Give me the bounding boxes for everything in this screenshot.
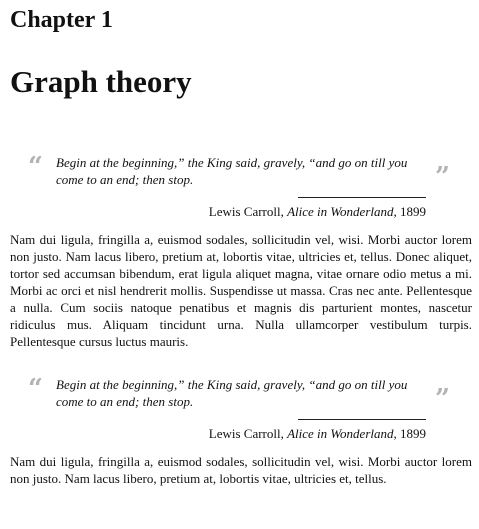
epigraph-author: Lewis Carroll, <box>208 426 288 441</box>
epigraph-year: , 1899 <box>393 426 426 441</box>
close-quote-icon: ” <box>435 384 450 414</box>
epigraph-attribution <box>56 425 426 442</box>
epigraph-year: , 1899 <box>393 204 426 219</box>
body-paragraph: Nam dui ligula, fringilla a, euismod sodales, sollicitudin vel, wisi. Morbi auctor lorem non justo. Nam lacus libero, pretium at, lobortis vitae, ultricies et, tellus. <box>10 454 472 486</box>
open-quote-icon: “ <box>28 374 43 404</box>
body-paragraph: Nam dui ligula, fringilla a, euismod sodales, sollicitudin vel, wisi. Morbi auctor lorem non justo. Nam lacus libero, pretium at, lobortis vitae, ultricies et, tellus. Donec aliquet, tortor sed accumsan bibendum, erat ligula aliquet magna, vitae ornare odio metus a mi. Morbi ac orci et nisl hendrerit mollis. Suspendisse ut massa. Cras nec ante. Pellentesque a nulla. Cum sociis natoque penatibus et magnis dis parturient montes, nascetur ridiculus mus. Aliquam tincidunt urna. Nulla ullamcorper vestibulum turpis. Pellentesque cursus luctus mauris. <box>10 232 472 349</box>
epigraph-attribution <box>56 203 426 220</box>
epigraph-author: Lewis Carroll, <box>208 204 288 219</box>
epigraph-quote: Begin at the beginning,” the King said, gravely, “and go on till you come to an end; then stop. <box>56 377 408 409</box>
epigraph-rule <box>298 197 426 198</box>
epigraph <box>28 374 450 442</box>
epigraph-rule <box>298 419 426 420</box>
chapter-title: Graph theory <box>10 64 192 99</box>
epigraph-book-title: Alice in Wonderland <box>287 426 394 441</box>
epigraph-book-title: Alice in Wonderland <box>287 204 394 219</box>
close-quote-icon: ” <box>435 162 450 192</box>
epigraph-quote: Begin at the beginning,” the King said, gravely, “and go on till you come to an end; then stop. <box>56 155 408 187</box>
open-quote-icon: “ <box>28 152 43 182</box>
epigraph <box>28 152 450 220</box>
document-page <box>10 0 472 500</box>
chapter-label: Chapter 1 <box>10 7 113 33</box>
